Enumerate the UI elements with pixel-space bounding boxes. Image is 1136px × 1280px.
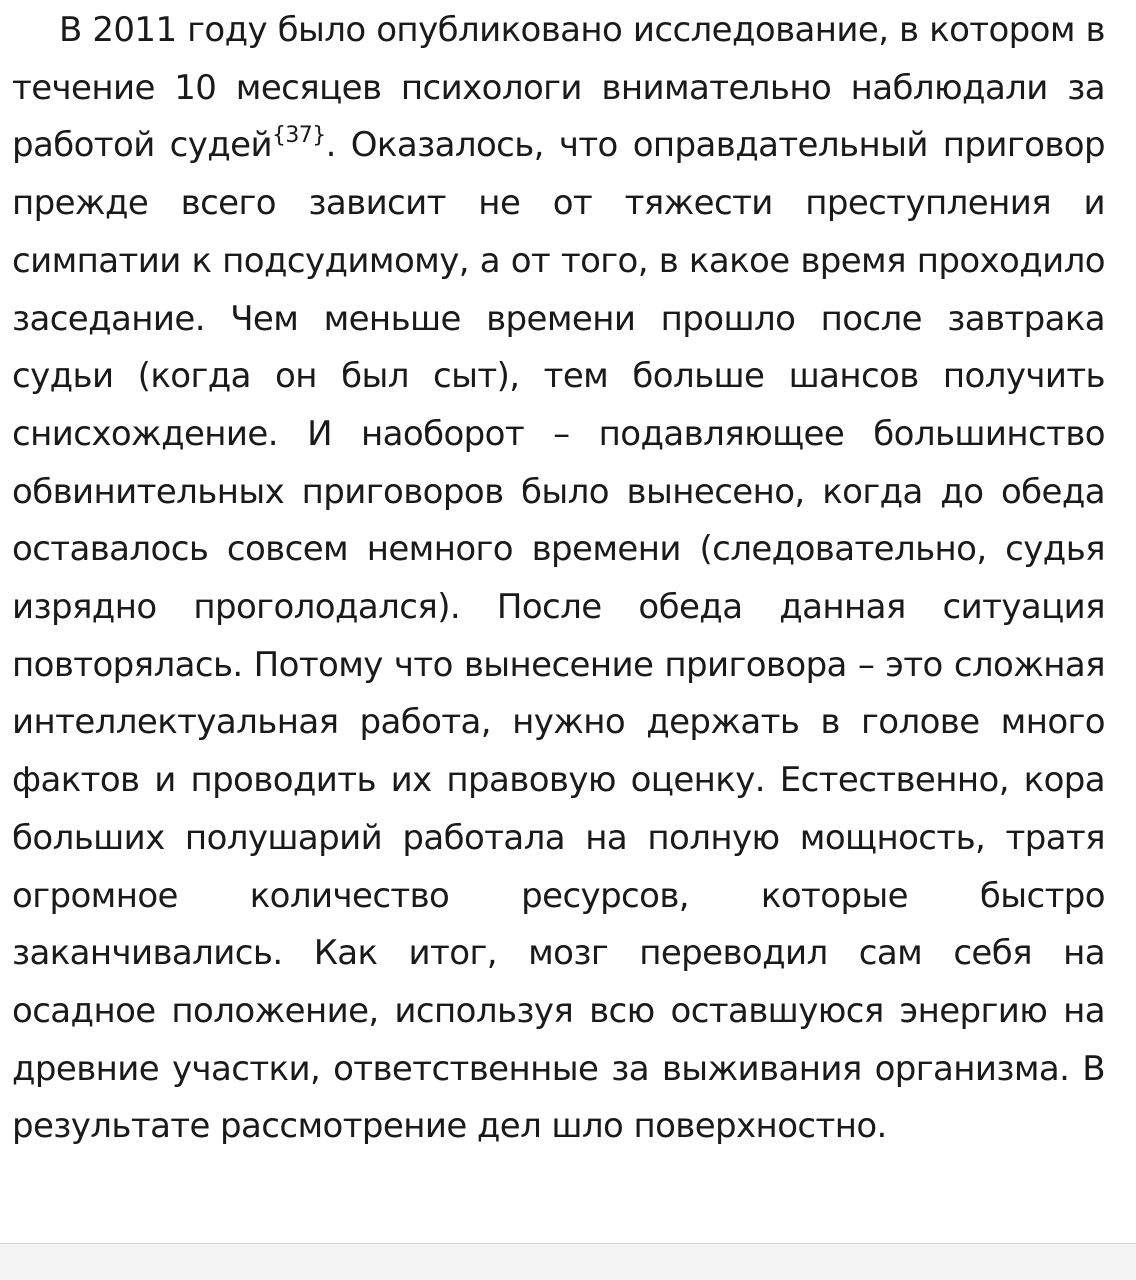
paragraph-text-start: В 2011 году было опубликовано исследование, в котором в течение 10 месяцев психологи внимательно наблюдали за работой судей (12, 10, 1105, 166)
bottom-bar (0, 1243, 1136, 1280)
document-page (12, 0, 1105, 1156)
paragraph-text-rest: . Оказалось, что оправдательный приговор прежде всего зависит не от тяжести преступления и симпатии к подсудимому, а от того, в какое время проходило заседание. Чем меньше времени прошло после завтрака судьи (когда он был сыт), тем больше шансов получить снисхождение. И наоборот – подавляющее большинство обвинительных приговоров было вынесено, когда до обеда оставалось совсем немного времени (следовательно, судья изрядно проголодался). После обеда данная ситуация повторялась. Потому что вынесение приговора – это сложная интеллектуальная работа, нужно держать в голове много фактов и проводить их правовую оценку. Естественно, кора больших полушарий работала на полную мощность, тратя огромное количество ресурсов, которые быстро заканчивались. Как итог, мозг переводил сам себя на осадное положение, используя всю оставшуюся энергию на древние участки, ответственные за выживания организма. В результате рассмотрение дел шло поверхностно. (12, 125, 1105, 1147)
footnote-reference[interactable]: {37} (272, 123, 326, 149)
paragraph (12, 0, 1105, 1156)
